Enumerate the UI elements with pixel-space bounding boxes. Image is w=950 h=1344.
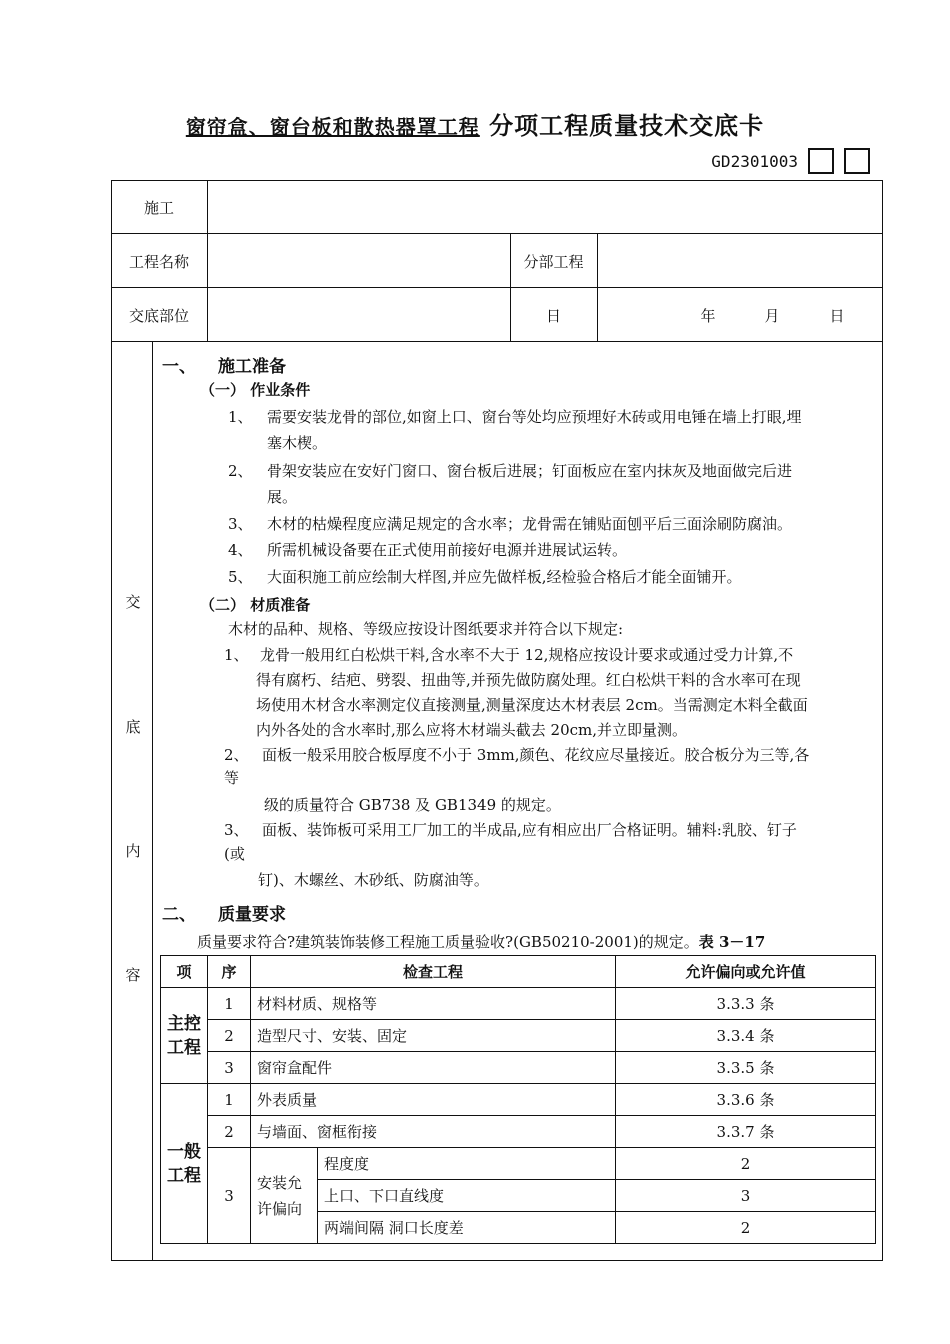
checkbox-2[interactable] bbox=[844, 148, 870, 174]
section1-sub1: （一） 作业条件 bbox=[200, 381, 311, 399]
item-text: 展。 bbox=[267, 488, 298, 506]
side-label-char: 内 bbox=[125, 842, 141, 860]
side-label-char: 交 bbox=[125, 593, 141, 611]
table-row bbox=[161, 1020, 876, 1052]
th-tolerance: 允许偏向或允许值 bbox=[616, 956, 876, 988]
row-value: 3.3.3 条 bbox=[616, 988, 876, 1020]
row-value: 3.3.5 条 bbox=[616, 1052, 876, 1084]
item-text: 得有腐朽、结疤、劈裂、扭曲等,并预先做防腐处理。红白松烘干料的含水率可在现 bbox=[256, 671, 801, 689]
section1-num: 一、 bbox=[162, 357, 196, 377]
item-number: 4、 bbox=[228, 541, 253, 559]
title-main: 分项工程质量技术交底卡 bbox=[489, 111, 765, 140]
row-value: 3.3.4 条 bbox=[616, 1020, 876, 1052]
label-construction: 施工 bbox=[143, 199, 174, 217]
row-no: 2 bbox=[208, 1020, 251, 1052]
section1-heading: 施工准备 bbox=[218, 357, 286, 377]
col-divider bbox=[597, 233, 598, 341]
quality-table bbox=[160, 955, 876, 1244]
row-no: 3 bbox=[208, 1148, 251, 1244]
checkbox-1[interactable] bbox=[808, 148, 834, 174]
item-text: 等 bbox=[224, 769, 240, 787]
row-no: 1 bbox=[208, 1084, 251, 1116]
sub-row-value: 3 bbox=[616, 1180, 876, 1212]
item-number: 3、 bbox=[228, 515, 253, 533]
row-value: 3.3.7 条 bbox=[616, 1116, 876, 1148]
row-no: 3 bbox=[208, 1052, 251, 1084]
group-main-control: 主控工程 bbox=[161, 988, 208, 1084]
row-item: 材料材质、规格等 bbox=[251, 988, 616, 1020]
doc-code-row bbox=[711, 148, 870, 174]
row-divider bbox=[111, 233, 883, 234]
col-divider bbox=[207, 180, 208, 341]
row-item: 与墙面、窗框衔接 bbox=[251, 1116, 616, 1148]
section1-sub2: （二） 材质准备 bbox=[200, 596, 311, 614]
group-general: 一般工程 bbox=[161, 1084, 208, 1244]
item-number: 1、 bbox=[228, 408, 253, 426]
item-text: 面板、装饰板可采用工厂加工的半成品,应有相应出厂合格证明。辅料:乳胶、钉子 bbox=[262, 821, 797, 839]
sub-row-item: 两端间隔 洞口长度差 bbox=[318, 1212, 616, 1244]
date-day: 日 bbox=[829, 307, 845, 325]
item-text: 级的质量符合 GB738 及 GB1349 的规定。 bbox=[264, 796, 561, 814]
table-header-row bbox=[161, 956, 876, 988]
sub-row-value: 2 bbox=[616, 1148, 876, 1180]
row-no: 1 bbox=[208, 988, 251, 1020]
materials-intro: 木材的品种、规格、等级应按设计图纸要求并符合以下规定: bbox=[228, 620, 624, 638]
sub-row-item: 上口、下口直线度 bbox=[318, 1180, 616, 1212]
th-check: 检查工程 bbox=[251, 956, 616, 988]
item-number: 2、 bbox=[228, 462, 253, 480]
label-sub-project: 分部工程 bbox=[523, 253, 584, 271]
quality-intro-text: 质量要求符合?建筑装饰装修工程施工质量验收?(GB50210-2001)的规定。 bbox=[197, 933, 699, 951]
th-no: 序 bbox=[208, 956, 251, 988]
item-number: 3、 bbox=[224, 821, 249, 839]
doc-code: GD2301003 bbox=[711, 151, 798, 171]
th-item: 项 bbox=[161, 956, 208, 988]
table-row bbox=[161, 1116, 876, 1148]
row-item: 窗帘盒配件 bbox=[251, 1052, 616, 1084]
item-text: 所需机械设备要在正式使用前接好电源并进展试运转。 bbox=[267, 541, 628, 559]
table-row bbox=[161, 1052, 876, 1084]
label-project-name: 工程名称 bbox=[128, 253, 189, 271]
row-value: 3.3.6 条 bbox=[616, 1084, 876, 1116]
table-row bbox=[161, 1148, 876, 1180]
label-disclosure-part: 交底部位 bbox=[128, 307, 189, 325]
section2-heading: 质量要求 bbox=[218, 905, 286, 925]
row-no: 2 bbox=[208, 1116, 251, 1148]
document-title bbox=[0, 106, 950, 141]
table-row bbox=[161, 1084, 876, 1116]
item-number: 5、 bbox=[228, 568, 253, 586]
item-text: (或 bbox=[224, 845, 245, 863]
date-year: 年 bbox=[700, 307, 716, 325]
item-text: 龙骨一般用红白松烘干料,含水率不大于 12,规格应按设计要求或通过受力计算,不 bbox=[260, 646, 794, 664]
item-number: 1、 bbox=[224, 646, 249, 664]
date-month: 月 bbox=[764, 307, 780, 325]
side-label-char: 底 bbox=[125, 718, 141, 736]
item-number: 2、 bbox=[224, 746, 249, 764]
quality-intro bbox=[197, 929, 765, 955]
row-divider bbox=[111, 341, 883, 342]
table-reference: 表 3－17 bbox=[698, 933, 766, 951]
title-underlined: 窗帘盒、窗台板和散热器罩工程 bbox=[185, 115, 480, 139]
item-text: 场使用木材含水率测定仪直接测量,测量深度达木材表层 2cm。当需测定木料全截面 bbox=[256, 696, 808, 714]
row-divider bbox=[111, 287, 883, 288]
row-item: 安装允许偏向 bbox=[251, 1148, 318, 1244]
label-day: 日 bbox=[545, 307, 561, 325]
item-text: 面板一般采用胶合板厚度不小于 3mm,颜色、花纹应尽量接近。胶合板分为三等,各 bbox=[262, 746, 810, 764]
item-text: 骨架安装应在安好门窗口、窗台板后进展；钉面板应在室内抹灰及地面做完后进 bbox=[267, 462, 793, 480]
section2-num: 二、 bbox=[162, 905, 196, 925]
col-divider bbox=[152, 341, 153, 1261]
item-text: 塞木楔。 bbox=[267, 434, 328, 452]
item-text: 大面积施工前应绘制大样图,并应先做样板,经检验合格后才能全面铺开。 bbox=[267, 568, 742, 586]
side-label-char: 容 bbox=[125, 966, 141, 984]
sub-row-item: 程度度 bbox=[318, 1148, 616, 1180]
item-text: 内外各处的含水率时,那么应将木材端头截去 20cm,并立即量测。 bbox=[256, 721, 688, 739]
item-text: 需要安装龙骨的部位,如窗上口、窗台等处均应预埋好木砖或用电锤在墙上打眼,埋 bbox=[267, 408, 802, 426]
row-item: 外表质量 bbox=[251, 1084, 616, 1116]
sub-row-value: 2 bbox=[616, 1212, 876, 1244]
table-row bbox=[161, 988, 876, 1020]
item-text: 木材的枯燥程度应满足规定的含水率；龙骨需在铺贴面刨平后三面涂刷防腐油。 bbox=[267, 515, 793, 533]
item-text: 钉)、木螺丝、木砂纸、防腐油等。 bbox=[258, 871, 489, 889]
row-item: 造型尺寸、安装、固定 bbox=[251, 1020, 616, 1052]
